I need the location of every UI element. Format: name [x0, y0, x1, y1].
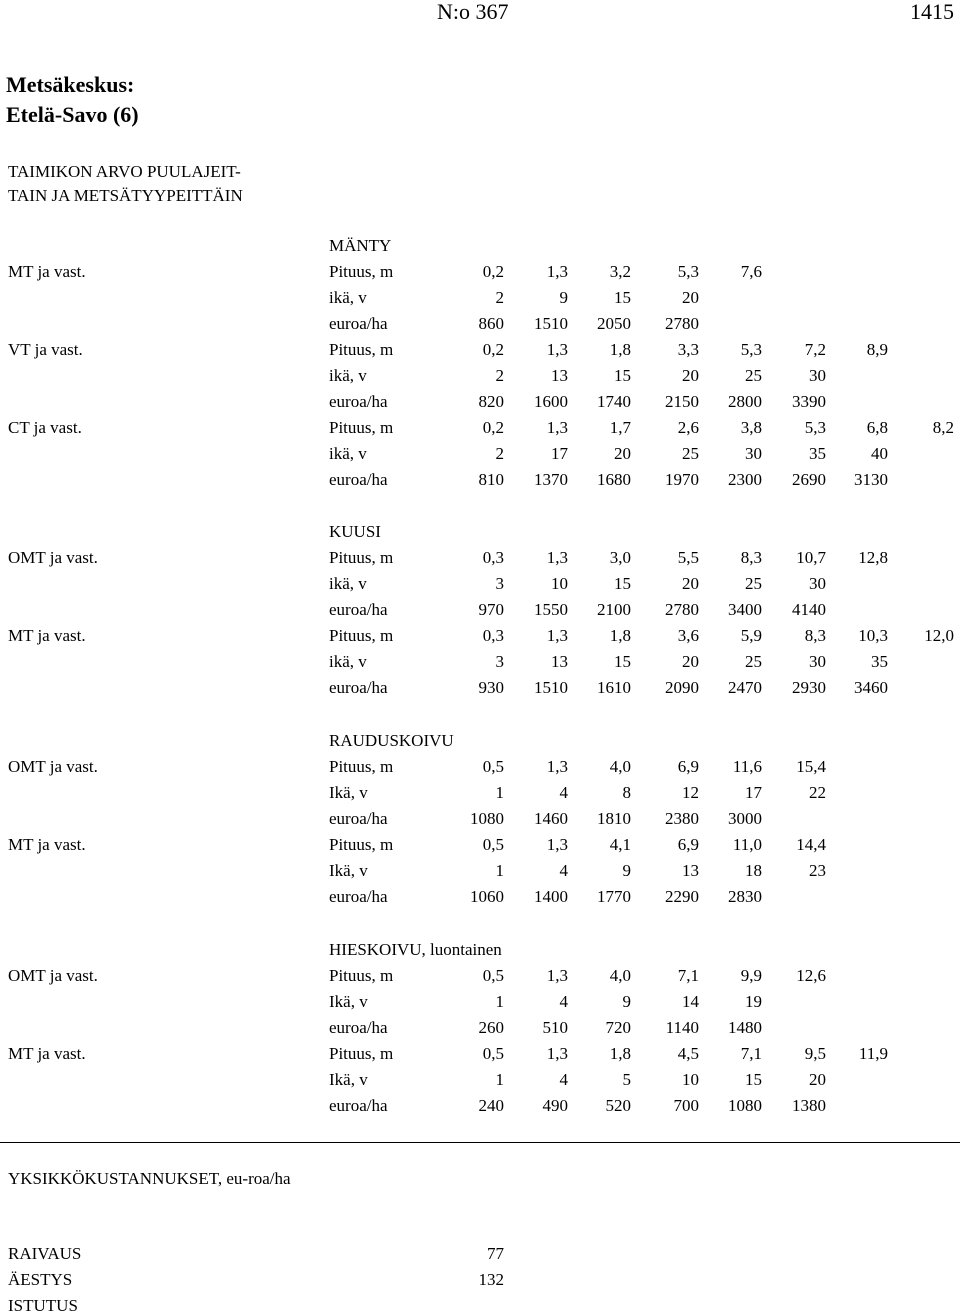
table-cell: 0,2 — [482, 418, 504, 437]
site-type-label: MT ja vast. — [8, 262, 86, 281]
row-label: Pituus, m — [329, 757, 394, 776]
table-cell: 4,1 — [609, 835, 631, 854]
site-type-label: MT ja vast. — [8, 835, 86, 854]
table-cell: 810 — [478, 470, 504, 489]
table-cell: 1600 — [534, 392, 568, 411]
table-cell: 13 — [551, 652, 568, 671]
table-cell: 2780 — [665, 600, 699, 619]
site-type-label: OMT ja vast. — [8, 966, 98, 985]
table-cell: 4 — [559, 992, 568, 1011]
table-cell: 1 — [495, 861, 504, 880]
table-cell: 9,5 — [804, 1044, 826, 1063]
cost-item-label: RAIVAUS — [8, 1244, 82, 1263]
table-cell: 4 — [559, 1070, 568, 1089]
table-cell: 20 — [682, 366, 699, 385]
row-label: Ikä, v — [329, 783, 368, 802]
table-cell: 8,2 — [932, 418, 954, 437]
row-label: euroa/ha — [329, 392, 388, 411]
table-cell: 700 — [673, 1096, 699, 1115]
table-cell: 1510 — [534, 678, 568, 697]
table-cell: 25 — [682, 444, 699, 463]
table-cell: 1610 — [597, 678, 631, 697]
row-label: euroa/ha — [329, 809, 388, 828]
table-cell: 520 — [605, 1096, 631, 1115]
section-divider — [0, 1142, 960, 1143]
region-line-1: Metsäkeskus: — [6, 72, 135, 97]
table-cell: 1770 — [597, 887, 631, 906]
table-cell: 4,5 — [677, 1044, 699, 1063]
row-label: Pituus, m — [329, 626, 394, 645]
table-cell: 3460 — [854, 678, 888, 697]
row-label: Ikä, v — [329, 1070, 368, 1089]
species-heading: HIESKOIVU, luontainen — [329, 940, 502, 959]
row-label: Pituus, m — [329, 418, 394, 437]
table-cell: 3130 — [854, 470, 888, 489]
table-cell: 2 — [495, 366, 504, 385]
table-cell: 1,3 — [546, 418, 568, 437]
table-cell: 9 — [559, 288, 568, 307]
row-label: euroa/ha — [329, 1096, 388, 1115]
table-cell: 6,8 — [866, 418, 888, 437]
table-cell: 1,3 — [546, 262, 568, 281]
row-label: ikä, v — [329, 288, 367, 307]
table-cell: 0,5 — [482, 757, 504, 776]
row-label: ikä, v — [329, 574, 367, 593]
table-cell: 4,0 — [609, 966, 631, 985]
species-heading: KUUSI — [329, 522, 381, 541]
table-cell: 930 — [478, 678, 504, 697]
document-number: N:o 367 — [437, 0, 509, 24]
table-cell: 2090 — [665, 678, 699, 697]
table-cell: 1 — [495, 1070, 504, 1089]
table-cell: 2690 — [792, 470, 826, 489]
site-type-label: OMT ja vast. — [8, 548, 98, 567]
table-cell: 2100 — [597, 600, 631, 619]
table-cell: 240 — [478, 1096, 504, 1115]
table-cell: 1400 — [534, 887, 568, 906]
table-cell: 9 — [622, 992, 631, 1011]
table-cell: 6,9 — [677, 835, 699, 854]
table-cell: 3,8 — [740, 418, 762, 437]
table-cell: 8 — [622, 783, 631, 802]
row-label: Pituus, m — [329, 966, 394, 985]
table-cell: 820 — [478, 392, 504, 411]
table-cell: 2780 — [665, 314, 699, 333]
table-cell: 1140 — [665, 1018, 699, 1037]
table-cell: 12,0 — [924, 626, 954, 645]
table-cell: 15 — [614, 366, 631, 385]
table-cell: 1,3 — [546, 757, 568, 776]
row-label: euroa/ha — [329, 887, 388, 906]
table-cell: 3,6 — [677, 626, 699, 645]
table-cell: 23 — [809, 861, 826, 880]
table-cell: 1,8 — [609, 340, 631, 359]
cost-item-value: 77 — [487, 1244, 504, 1263]
table-cell: 6,9 — [677, 757, 699, 776]
table-cell: 720 — [605, 1018, 631, 1037]
table-cell: 1460 — [534, 809, 568, 828]
table-cell: 0,5 — [482, 966, 504, 985]
table-cell: 2 — [495, 444, 504, 463]
table-cell: 3400 — [728, 600, 762, 619]
table-cell: 5,9 — [740, 626, 762, 645]
cost-item-label: ÄESTYS — [8, 1270, 73, 1289]
row-label: euroa/ha — [329, 470, 388, 489]
table-cell: 5,5 — [677, 548, 699, 567]
table-cell: 25 — [745, 574, 762, 593]
row-label: euroa/ha — [329, 678, 388, 697]
row-label: Pituus, m — [329, 835, 394, 854]
table-cell: 2930 — [792, 678, 826, 697]
table-cell: 15,4 — [796, 757, 826, 776]
row-label: Pituus, m — [329, 340, 394, 359]
table-cell: 11,0 — [732, 835, 762, 854]
table-cell: 22 — [809, 783, 826, 802]
table-cell: 13 — [682, 861, 699, 880]
table-cell: 13 — [551, 366, 568, 385]
row-label: ikä, v — [329, 366, 367, 385]
table-cell: 2150 — [665, 392, 699, 411]
table-cell: 1 — [495, 783, 504, 802]
site-type-label: MT ja vast. — [8, 626, 86, 645]
table-cell: 2800 — [728, 392, 762, 411]
table-cell: 7,1 — [740, 1044, 762, 1063]
table-cell: 5,3 — [740, 340, 762, 359]
table-cell: 1060 — [470, 887, 504, 906]
table-cell: 4 — [559, 861, 568, 880]
table-cell: 1 — [495, 992, 504, 1011]
table-cell: 20 — [809, 1070, 826, 1089]
table-cell: 3,0 — [609, 548, 631, 567]
table-cell: 3,3 — [677, 340, 699, 359]
site-type-label: VT ja vast. — [8, 340, 83, 359]
table-cell: 40 — [871, 444, 888, 463]
page-number: 1415 — [910, 0, 954, 24]
row-label: Pituus, m — [329, 262, 394, 281]
table-cell: 9,9 — [740, 966, 762, 985]
table-cell: 14,4 — [796, 835, 826, 854]
table-cell: 260 — [478, 1018, 504, 1037]
table-cell: 20 — [682, 652, 699, 671]
table-cell: 7,1 — [677, 966, 699, 985]
table-cell: 3000 — [728, 809, 762, 828]
table-cell: 11,9 — [858, 1044, 888, 1063]
table-cell: 0,3 — [482, 626, 504, 645]
table-cell: 1,3 — [546, 1044, 568, 1063]
table-cell: 4140 — [792, 600, 826, 619]
table-cell: 1810 — [597, 809, 631, 828]
table-cell: 1740 — [597, 392, 631, 411]
species-heading: RAUDUSKOIVU — [329, 731, 454, 750]
row-label: Pituus, m — [329, 1044, 394, 1063]
table-cell: 10,3 — [858, 626, 888, 645]
table-cell: 2290 — [665, 887, 699, 906]
table-cell: 7,2 — [804, 340, 826, 359]
table-cell: 20 — [614, 444, 631, 463]
table-cell: 5,3 — [677, 262, 699, 281]
table-cell: 9 — [622, 861, 631, 880]
cost-item-label: ISTUTUS — [8, 1296, 78, 1315]
table-cell: 10 — [551, 574, 568, 593]
row-label: Ikä, v — [329, 992, 368, 1011]
table-cell: 1,3 — [546, 835, 568, 854]
table-cell: 1,8 — [609, 626, 631, 645]
table-cell: 14 — [682, 992, 699, 1011]
table-cell: 8,9 — [866, 340, 888, 359]
table-cell: 860 — [478, 314, 504, 333]
table-cell: 30 — [809, 366, 826, 385]
table-cell: 30 — [745, 444, 762, 463]
site-type-label: MT ja vast. — [8, 1044, 86, 1063]
table-cell: 0,3 — [482, 548, 504, 567]
unit-costs-heading: YKSIKKÖKUSTANNUKSET, eu-roa/ha — [8, 1169, 291, 1188]
table-cell: 19 — [745, 992, 762, 1011]
table-cell: 2 — [495, 288, 504, 307]
table-cell: 5 — [622, 1070, 631, 1089]
table-cell: 970 — [478, 600, 504, 619]
region-line-2: Etelä-Savo (6) — [6, 102, 139, 127]
table-cell: 20 — [682, 288, 699, 307]
table-cell: 30 — [809, 574, 826, 593]
row-label: euroa/ha — [329, 314, 388, 333]
table-cell: 35 — [871, 652, 888, 671]
row-label: Ikä, v — [329, 861, 368, 880]
table-cell: 4,0 — [609, 757, 631, 776]
table-cell: 1480 — [728, 1018, 762, 1037]
table-cell: 12 — [682, 783, 699, 802]
table-cell: 25 — [745, 366, 762, 385]
row-label: euroa/ha — [329, 1018, 388, 1037]
table-cell: 20 — [682, 574, 699, 593]
site-type-label: OMT ja vast. — [8, 757, 98, 776]
table-cell: 2470 — [728, 678, 762, 697]
table-cell: 1680 — [597, 470, 631, 489]
table-cell: 11,6 — [732, 757, 762, 776]
table-cell: 4 — [559, 783, 568, 802]
table-cell: 12,8 — [858, 548, 888, 567]
table-cell: 1080 — [728, 1096, 762, 1115]
table-cell: 2830 — [728, 887, 762, 906]
table-cell: 35 — [809, 444, 826, 463]
table-cell: 3390 — [792, 392, 826, 411]
cost-item-value: 132 — [478, 1270, 504, 1289]
table-cell: 3,2 — [609, 262, 631, 281]
table-cell: 1,8 — [609, 1044, 631, 1063]
table-cell: 15 — [614, 288, 631, 307]
table-cell: 490 — [542, 1096, 568, 1115]
table-cell: 2380 — [665, 809, 699, 828]
table-cell: 0,2 — [482, 262, 504, 281]
table-cell: 17 — [551, 444, 568, 463]
table-cell: 1,3 — [546, 626, 568, 645]
table-cell: 0,5 — [482, 1044, 504, 1063]
table-cell: 1080 — [470, 809, 504, 828]
table-cell: 12,6 — [796, 966, 826, 985]
table-cell: 1,3 — [546, 548, 568, 567]
table-cell: 15 — [614, 574, 631, 593]
table-cell: 3 — [495, 652, 504, 671]
table-cell: 1,3 — [546, 966, 568, 985]
table-cell: 25 — [745, 652, 762, 671]
table-cell: 1,7 — [609, 418, 631, 437]
table-cell: 2300 — [728, 470, 762, 489]
table-cell: 510 — [542, 1018, 568, 1037]
table-cell: 30 — [809, 652, 826, 671]
table-cell: 0,5 — [482, 835, 504, 854]
table-cell: 8,3 — [740, 548, 762, 567]
table-cell: 1550 — [534, 600, 568, 619]
table-cell: 15 — [745, 1070, 762, 1089]
table-cell: 8,3 — [804, 626, 826, 645]
table-cell: 1380 — [792, 1096, 826, 1115]
subtitle-line-1: TAIMIKON ARVO PUULAJEIT- — [8, 162, 241, 181]
table-cell: 15 — [614, 652, 631, 671]
table-cell: 1370 — [534, 470, 568, 489]
row-label: euroa/ha — [329, 600, 388, 619]
species-heading: MÄNTY — [329, 236, 392, 255]
subtitle-line-2: TAIN JA METSÄTYYPEITTÄIN — [8, 186, 243, 205]
table-cell: 0,2 — [482, 340, 504, 359]
table-cell: 18 — [745, 861, 762, 880]
site-type-label: CT ja vast. — [8, 418, 82, 437]
row-label: ikä, v — [329, 652, 367, 671]
table-cell: 10 — [682, 1070, 699, 1089]
table-cell: 2050 — [597, 314, 631, 333]
row-label: ikä, v — [329, 444, 367, 463]
table-cell: 5,3 — [804, 418, 826, 437]
table-cell: 1970 — [665, 470, 699, 489]
table-cell: 7,6 — [740, 262, 762, 281]
row-label: Pituus, m — [329, 548, 394, 567]
table-cell: 10,7 — [796, 548, 826, 567]
table-cell: 3 — [495, 574, 504, 593]
table-cell: 1510 — [534, 314, 568, 333]
table-cell: 17 — [745, 783, 762, 802]
table-cell: 2,6 — [677, 418, 699, 437]
table-cell: 1,3 — [546, 340, 568, 359]
